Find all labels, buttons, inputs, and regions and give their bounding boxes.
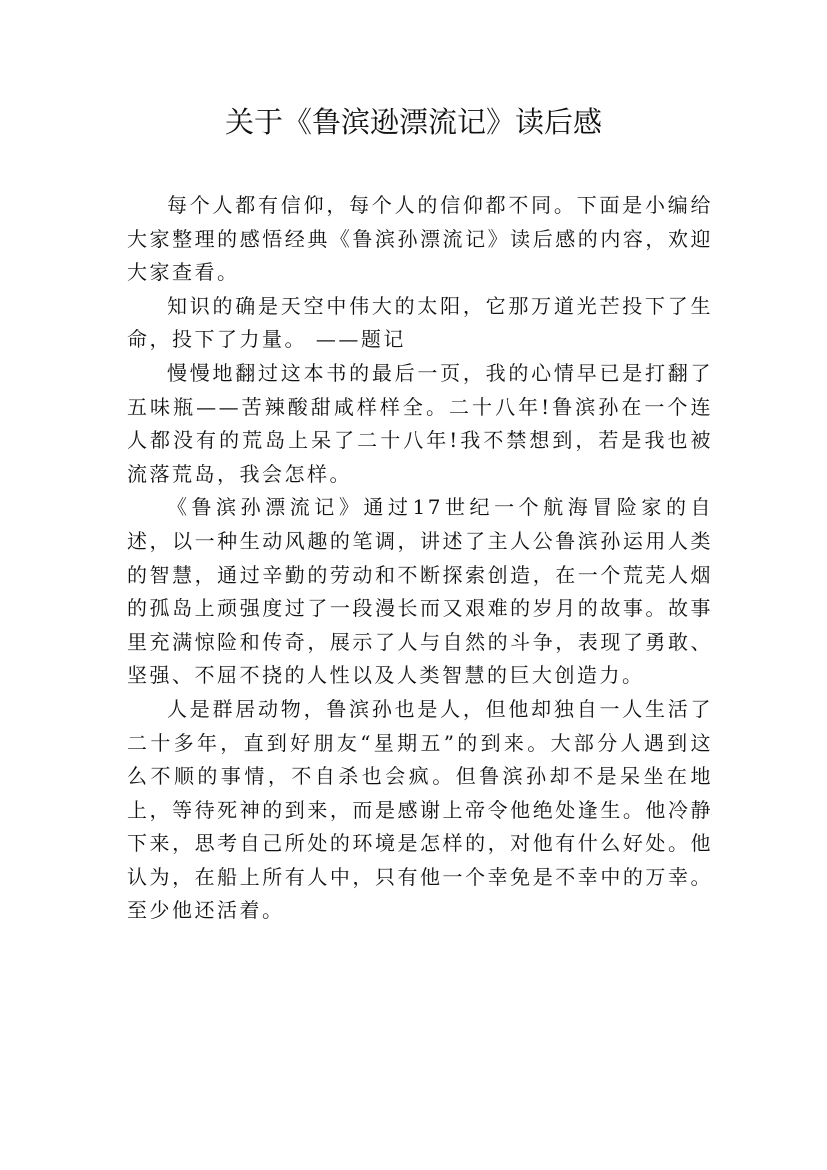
paragraph-summary: 《鲁滨孙漂流记》通过17世纪一个航海冒险家的自述，以一种生动风趣的笔调，讲述了主人公鲁滨孙运用人类的智慧，通过辛勤的劳动和不断探索创造，在一个荒芜人烟的孤岛上顽强度过了一段漫长而又艰难的岁月的故事。故事里充满惊险和传奇，展示了人与自然的斗争，表现了勇敢、坚强、不屈不挠的人性以及人类智慧的巨大创造力。 [127,495,713,688]
paragraph-analysis: 人是群居动物，鲁滨孙也是人，但他却独自一人生活了二十多年，直到好朋友“星期五”的到来。大部分人遇到这么不顺的事情，不自杀也会疯。但鲁滨孙却不是呆坐在地上，等待死神的到来，而是感谢上帝令他绝处逢生。他冷静下来，思考自己所处的环境是怎样的，对他有什么好处。他认为，在船上所有人中，只有他一个幸免是不幸中的万幸。至少他还活着。 [127,696,713,923]
document-body [127,189,713,928]
paragraph-epigraph: 知识的确是天空中伟大的太阳，它那万道光芒投下了生命，投下了力量。 ——题记 [127,293,713,352]
paragraph-reflection: 慢慢地翻过这本书的最后一页，我的心情早已是打翻了五味瓶——苦辣酸甜咸样样全。二十八年!鲁滨孙在一个连人都没有的荒岛上呆了二十八年!我不禁想到，若是我也被流落荒岛，我会怎样。 [127,360,713,486]
document-title: 关于《鲁滨逊漂流记》读后感 [224,105,602,139]
paragraph-intro: 每个人都有信仰，每个人的信仰都不同。下面是小编给大家整理的感悟经典《鲁滨孙漂流记》读后感的内容，欢迎大家查看。 [127,193,713,285]
